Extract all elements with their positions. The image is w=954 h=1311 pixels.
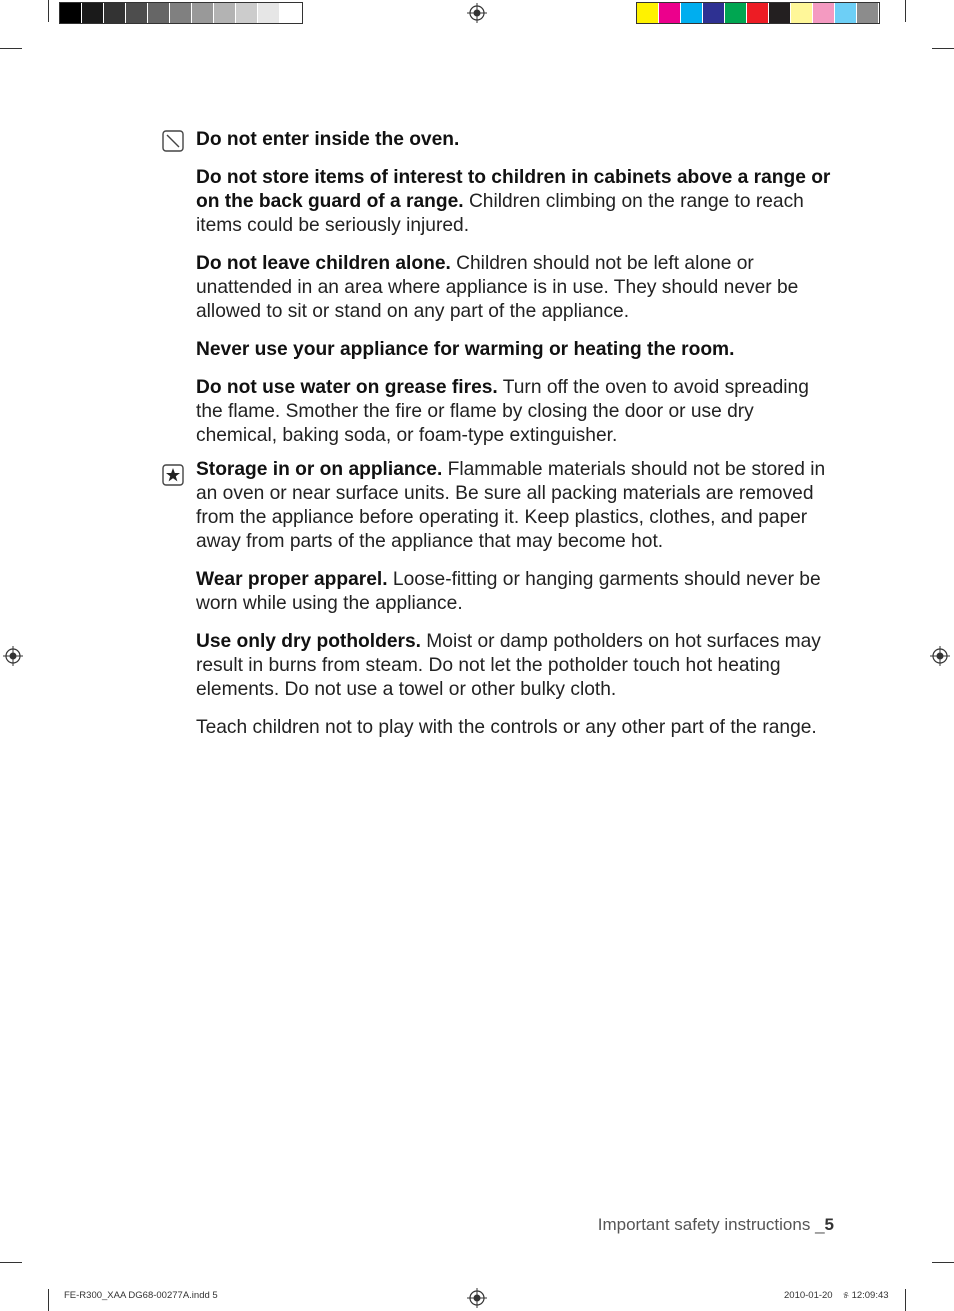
page-number: 5 [824,1215,834,1234]
crop-mark [932,1262,954,1263]
slug-time: ୫ 12:09:43 [843,1290,889,1301]
color-swatch [148,3,170,23]
crop-mark [905,0,906,22]
star-important-icon [162,464,184,486]
color-swatch [659,3,681,23]
instruction-paragraph: Do not leave children alone. Children should not be left alone or unattended in an area where appliance is in use. They should never be allowed to sit or stand on any part of the appliance. [196,253,799,322]
color-swatch [747,3,769,23]
color-swatch [126,3,148,23]
registration-mark-icon [467,1288,487,1308]
slug-date: 2010-01-20 [784,1290,833,1301]
safety-instructions-content [196,128,836,754]
color-swatch [192,3,214,23]
color-swatch [258,3,280,23]
crop-mark [932,48,954,49]
color-swatch [791,3,813,23]
process-color-bar [636,2,880,24]
instruction-paragraph: Do not use water on grease fires. Turn off the oven to avoid spreading the flame. Smother the fire or flame by closing the door or use dry chemical, baking soda, or foam-type extinguisher. [196,377,809,446]
grayscale-color-bar [59,2,303,24]
instruction-paragraph: Teach children not to play with the controls or any other part of the range. [196,717,817,738]
instruction-paragraph: Wear proper apparel. Loose-fitting or hanging garments should never be worn while using the appliance. [196,569,821,614]
color-swatch [703,3,725,23]
color-swatch [170,3,192,23]
section-title: Important safety instructions _ [597,1215,825,1234]
registration-mark-icon [467,3,487,23]
color-swatch [637,3,659,23]
color-swatch [769,3,791,23]
color-swatch [236,3,258,23]
color-swatch [857,3,879,23]
instruction-paragraph: Do not store items of interest to children in cabinets above a range or on the back guard of a range. Children climbing on the range to reach items could be seriously injured. [196,167,831,236]
slug-filename: FE-R300_XAA DG68-00277A.indd 5 [64,1290,218,1301]
crop-mark [0,48,22,49]
instruction-paragraph: Never use your appliance for warming or heating the room. [196,339,735,360]
color-swatch [82,3,104,23]
color-swatch [813,3,835,23]
crop-mark [48,0,49,22]
instruction-paragraph: Use only dry potholders. Moist or damp potholders on hot surfaces may result in burns from steam. Do not let the potholder touch hot heating elements. Do not use a towel or other bulky cloth. [196,631,821,700]
color-swatch [681,3,703,23]
registration-mark-icon [930,646,950,666]
page-footer [598,1215,834,1235]
color-swatch [835,3,857,23]
instruction-paragraph: Do not enter inside the oven. [196,129,460,150]
color-swatch [104,3,126,23]
prohibition-icon [162,130,184,152]
crop-mark [905,1289,906,1311]
color-swatch [60,3,82,23]
color-swatch [725,3,747,23]
color-swatch [214,3,236,23]
registration-mark-icon [3,646,23,666]
crop-mark [0,1262,22,1263]
color-swatch [280,3,302,23]
instruction-paragraph: Storage in or on appliance. Flammable materials should not be stored in an oven or near surface units. Be sure all packing materials are removed from the appliance before operating it. Keep plastics, clothes, and paper away from parts of the appliance that may become hot. [196,459,826,552]
crop-mark [48,1289,49,1311]
